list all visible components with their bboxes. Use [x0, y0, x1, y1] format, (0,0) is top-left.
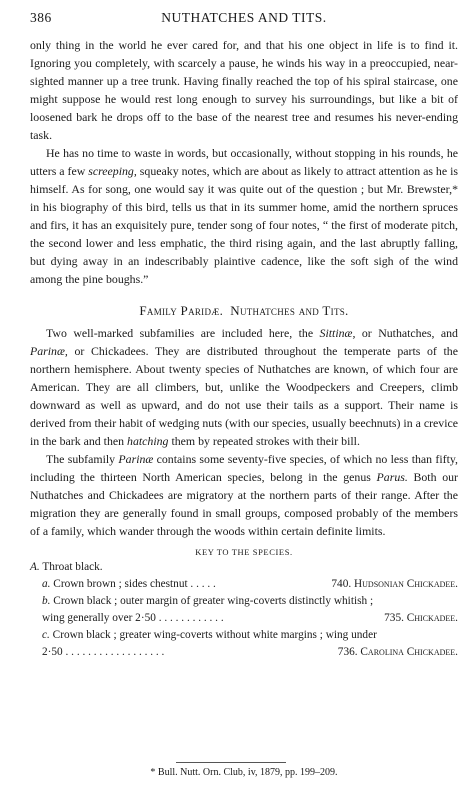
paragraph-text: contains some seventy-five species, of which no less than fifty, including the thirteen North American species, belong in the genus [30, 452, 458, 484]
family-label: Family Paridæ. [139, 303, 224, 318]
italic-term: Sittinæ, [319, 326, 356, 340]
paragraph-subfamilies [30, 324, 458, 450]
key-entry-b [30, 593, 458, 610]
italic-term: hatching [127, 434, 169, 448]
key-text: Crown black ; outer margin of greater wing-coverts distinctly whitish ; [50, 595, 374, 607]
running-header [30, 10, 458, 28]
key-text: wing generally over 2·50 . . . . . . . . . . . . [42, 612, 224, 624]
running-title: NUTHATCHES AND TITS. [161, 10, 327, 25]
paragraph-continued [30, 36, 458, 144]
key-species-chickadee: 735. Chickadee. [384, 612, 458, 624]
key-text: 2·50 . . . . . . . . . . . . . . . . . . [42, 646, 165, 658]
body-text [30, 36, 458, 661]
key-letter: c. [42, 629, 50, 641]
key-letter: A. [30, 561, 40, 573]
section-heading [30, 302, 458, 320]
paragraph-text: The subfamily [46, 452, 119, 466]
paragraph-text: or Nuthatches, and [355, 326, 458, 340]
italic-term: Parinæ [118, 452, 154, 466]
key-text: Throat black. [39, 561, 103, 573]
key-letter: b. [42, 595, 51, 607]
paragraph-parinae [30, 450, 458, 540]
paragraph-text: Two well-marked subfamilies are included here, the [46, 326, 320, 340]
key-letter: a. [42, 578, 51, 590]
key-entry-c-cont [30, 644, 458, 661]
paragraph-text: them by repeated strokes with their bill. [168, 434, 360, 448]
key-entry-c [30, 627, 458, 644]
key-text: Crown black ; greater wing-coverts without white margins ; wing under [49, 629, 377, 641]
species-key [30, 559, 458, 661]
key-entry-a [30, 576, 458, 593]
footnote: * Bull. Nutt. Orn. Club, iv, 1879, pp. 199–209. [150, 767, 338, 778]
key-text: Crown brown ; sides chestnut . . . . . [50, 578, 216, 590]
page-number: 386 [30, 10, 52, 25]
italic-term: Parinæ, [30, 344, 68, 358]
footnote-rule [176, 762, 286, 763]
key-species-carolina: 736. Carolina Chickadee. [337, 646, 458, 658]
key-title: KEY TO THE SPECIES. [195, 547, 293, 557]
paragraph-text: only thing in the world he ever cared for, and that his one object in life is to find it. Ignoring you completely, with scarcely a pause, he winds his way in a preoccupied, near-sighted manner up a tree trunk. Having finally reached the top of his spiral staircase, one might suppose he would rest long enough to survey his surroundings, but like a bit of loosened bark he drops off to the base of the nearest tree and resumes his never-ending task. [30, 38, 458, 142]
family-name: Nuthatches and Tits. [230, 303, 349, 318]
paragraph-text: Both our Nuthatches and Chickadees are migratory at the northern parts of their range. After the migration they are generally found in small groups, composed probably of the members of a family, which wander through the woods within certain definite limits. [30, 470, 458, 538]
paragraph-text: or Chickadees. They are distributed throughout the temperate parts of the northern hemisphere. About twenty species of Nuthatches are known, of which four are American. They are all climbers, but, unlike the Woodpeckers and Creepers, climb downward as well as upward, and do not use their tails as a support. Their name is derived from their habit of wedging nuts (with our species, usually beechnuts) in a crevice in the bark and then [30, 344, 458, 448]
italic-term: Parus. [376, 470, 408, 484]
paragraph-song [30, 144, 458, 288]
key-entry-a-upper [30, 559, 458, 576]
key-species-hudsonian: 740. Hudsonian Chickadee. [331, 578, 458, 590]
paragraph-text: squeaky notes, which are about as likely to attract attention as he is himself. As for song, one would say it was quite out of the question ; but Mr. Brewster,* in his biography of this bird, tells us that in its summer home, amid the northern spruces and firs, it has an exquisitely pure, tender song of four notes, “ the first of moderate pitch, the second lower and less emphatic, the third rising again, and the last abruptly falling, but dying away in an indescribably plaintive cadence, like the soft sigh of the wind among the pine boughs.” [30, 164, 458, 286]
paragraph-text: He has no time to waste in words, but occasionally, without stopping in his rounds, he utters a few [30, 146, 458, 178]
italic-term: screeping, [88, 164, 137, 178]
key-entry-b-cont [30, 610, 458, 627]
